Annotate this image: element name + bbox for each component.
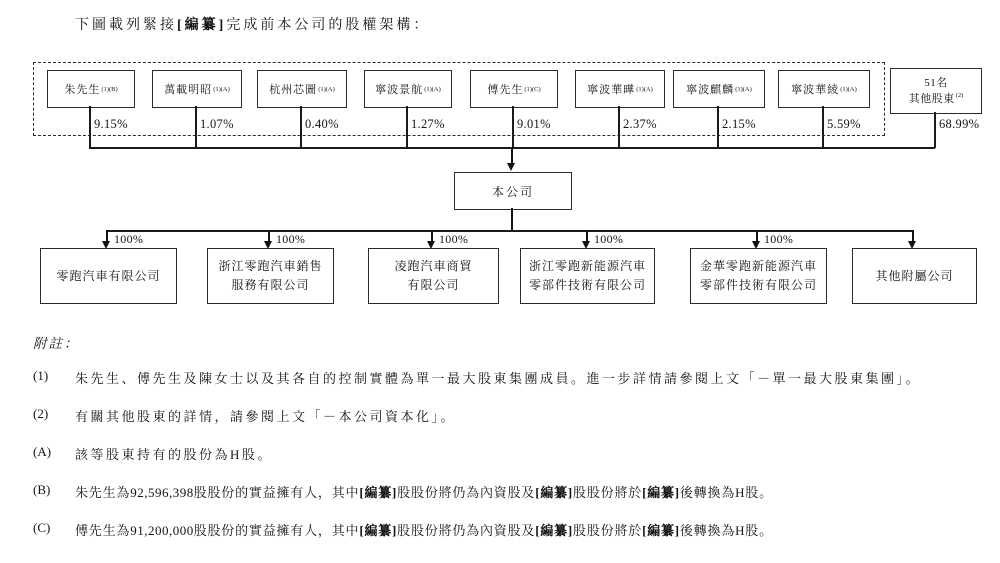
subsidiary-name: 浙江零跑新能源汽車 <box>528 259 646 274</box>
shareholding-percentage: 1.07% <box>200 117 234 131</box>
note-reference: (1)(B) <box>101 85 118 93</box>
note-text: 朱先生、傅先生及陳女士以及其各自的控制實體為單一最大股東集團成員。進一步詳情請參閱上文「－單一最大股東集團」。 <box>75 371 922 386</box>
subsidiary-name: 有限公司 <box>407 278 460 292</box>
notes-heading: 附註： <box>33 336 80 351</box>
note-label: (A) <box>33 444 52 459</box>
company-name: 本公司 <box>491 184 534 199</box>
note-text: 朱先生為92,596,398股股份的實益擁有人，其中[編纂]股股份將仍為內資股及[編纂]股股份將於[編纂]後轉換為H股。 <box>75 485 773 500</box>
connector-line <box>300 106 302 148</box>
ownership-percentage: 100% <box>594 232 624 246</box>
shareholder-name: 萬載明昭 <box>164 84 213 96</box>
share-count: 91,200,000 <box>130 523 194 538</box>
note-reference: (1)(A) <box>213 85 230 93</box>
connector-line <box>934 112 936 148</box>
redacted-marker: [編纂] <box>642 523 680 538</box>
company-box <box>454 172 572 210</box>
note-reference: (1)(A) <box>318 85 335 93</box>
subsidiary-name: 凌跑汽車商貿 <box>394 259 473 274</box>
shareholder-name: 寧波麒麟 <box>686 84 735 96</box>
connector-line <box>618 106 620 148</box>
shareholder-box <box>47 70 135 108</box>
subsidiary-box <box>207 248 334 304</box>
note-text: 有關其他股東的詳情，請參閱上文「－本公司資本化」。 <box>75 409 457 424</box>
note-label: (B) <box>33 482 51 497</box>
note-reference: (1)(A) <box>636 85 653 93</box>
shareholding-percentage: 9.15% <box>94 117 128 131</box>
arrow-head <box>507 163 515 171</box>
shareholding-percentage: 1.27% <box>411 117 445 131</box>
shareholder-name: 寧波景航 <box>375 84 424 96</box>
subsidiary-box <box>852 248 977 304</box>
shareholder-box <box>778 70 870 108</box>
title-text: 下圖載列緊接 <box>75 18 177 33</box>
shareholder-name: 朱先生 <box>64 84 101 96</box>
shareholder-name: 其他股東$^{(2)}$ <box>908 92 964 105</box>
redacted-marker: [編纂] <box>642 485 680 500</box>
subsidiary-name: 零部件技術有限公司 <box>699 278 817 292</box>
redacted-marker: [編纂] <box>535 523 574 538</box>
note-label: (1) <box>33 368 49 383</box>
other-shareholders-box <box>890 68 982 114</box>
note-reference: (1)(A) <box>735 85 752 93</box>
shareholding-percentage: 2.15% <box>722 117 756 131</box>
subsidiary-name: 浙江零跑汽車銷售 <box>218 259 323 274</box>
shareholder-box <box>470 70 558 108</box>
connector-line <box>195 106 197 148</box>
note-reference: (1)(C) <box>524 85 541 93</box>
ownership-percentage: 100% <box>764 232 794 246</box>
chart-title <box>75 14 430 34</box>
note-text: 傅先生為91,200,000股股份的實益擁有人，其中[編纂]股股份將仍為內資股及[編纂]股股份將於[編纂]後轉換為H股。 <box>75 523 773 538</box>
shareholding-percentage: 2.37% <box>623 117 657 131</box>
shareholder-name: 51名 <box>924 76 948 89</box>
note-reference: (2) <box>955 92 964 100</box>
subsidiary-name: 服務有限公司 <box>231 278 310 292</box>
connector-line <box>406 106 408 148</box>
ownership-percentage: 100% <box>439 232 469 246</box>
shareholder-name: 杭州芯圖 <box>269 84 318 96</box>
shareholder-name: 寧波華曄 <box>587 84 636 96</box>
shareholding-percentage: 5.59% <box>827 117 861 131</box>
connector-line <box>717 106 719 148</box>
note-reference: (1)(A) <box>840 85 857 93</box>
connector-line <box>511 208 513 231</box>
subsidiary-name: 其他附屬公司 <box>875 268 954 283</box>
title-text: 完成前本公司的股權架構： <box>226 18 431 33</box>
redacted-marker: [編纂] <box>535 485 574 500</box>
arrow-line <box>511 147 513 164</box>
connector-line <box>822 106 824 148</box>
shareholder-box <box>575 70 665 108</box>
shareholding-percentage: 68.99% <box>939 117 980 131</box>
share-count: 92,596,398 <box>130 485 194 500</box>
ownership-percentage: 100% <box>114 232 144 246</box>
shareholder-name: 寧波華綾 <box>791 84 840 96</box>
subsidiary-name: 零部件技術有限公司 <box>528 278 646 292</box>
subsidiary-box <box>368 248 499 304</box>
note-reference: (1)(A) <box>424 85 441 93</box>
shareholder-box <box>152 70 242 108</box>
subsidiary-box <box>40 248 177 304</box>
subsidiary-box <box>690 248 827 304</box>
subsidiary-box <box>520 248 655 304</box>
shareholder-name: 傅先生 <box>487 84 524 96</box>
redacted-marker: [編纂] <box>359 523 398 538</box>
subsidiary-name: 金華零跑新能源汽車 <box>699 259 817 274</box>
redacted-marker: [編纂] <box>177 18 227 33</box>
shareholder-box <box>257 70 347 108</box>
shareholding-percentage: 9.01% <box>517 117 551 131</box>
connector-line <box>512 106 514 148</box>
connector-line <box>89 106 91 148</box>
shareholder-box <box>673 70 765 108</box>
note-label: (2) <box>33 406 49 421</box>
note-label: (C) <box>33 520 51 535</box>
redacted-marker: [編纂] <box>359 485 398 500</box>
ownership-percentage: 100% <box>276 232 306 246</box>
note-text: 該等股東持有的股份為H股。 <box>75 447 273 462</box>
shareholder-box <box>364 70 452 108</box>
shareholding-percentage: 0.40% <box>305 117 339 131</box>
subsidiary-name: 零跑汽車有限公司 <box>56 268 161 283</box>
